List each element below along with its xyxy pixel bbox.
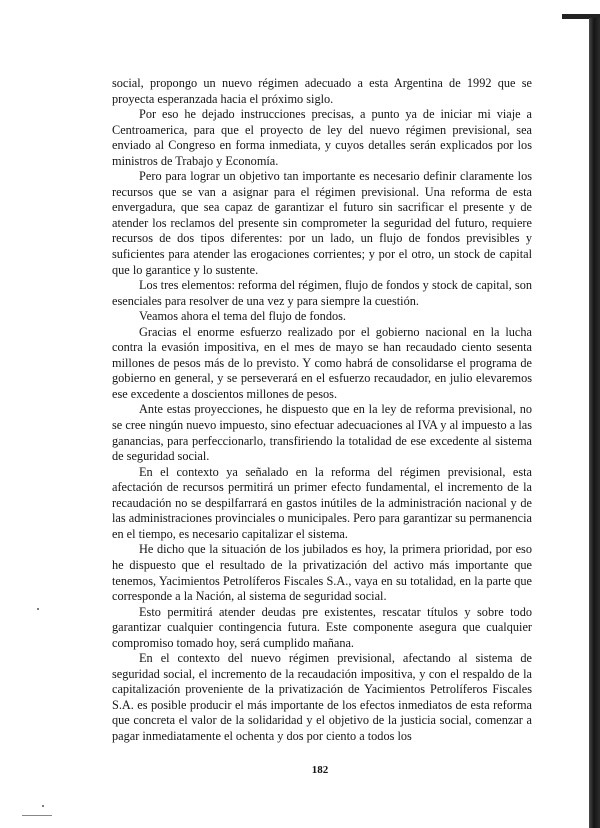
paragraph: social, propongo un nuevo régimen adecuado a esta Argentina de 1992 que se proyecta esperanzada hacia el próximo siglo. [112, 76, 532, 106]
page-edge-shadow [589, 18, 600, 828]
paragraph: Gracias el enorme esfuerzo realizado por el gobierno nacional en la lucha contra la evasión impositiva, en el mes de mayo se han recaudado ciento sesenta millones de pesos más de lo previsto. Y como habrá de consolidarse el programa de gobierno en general, y se perseverará en el esfuerzo recaudador, en julio elevaremos ese excedente a doscientos millones de pesos. [112, 324, 532, 401]
scan-edge-mark [22, 815, 52, 816]
paragraph: Los tres elementos: reforma del régimen, flujo de fondos y stock de capital, son esenciales para resolver de una vez y para siempre la cuestión. [112, 278, 532, 308]
paragraph: En el contexto del nuevo régimen previsional, afectando al sistema de seguridad social, el incremento de la recaudación impositiva, y con el respaldo de la capitalización proveniente de la privatización de Yacimientos Petrolíferos Fiscales S.A. es posible producir el más importante de los efectos inmediatos de esta reforma que concreta el valor de la solidaridad y el objetivo de la justicia social, comenzar a pagar inmediatamente el ochenta y dos por ciento a todos los [112, 651, 532, 743]
paragraph: Veamos ahora el tema del flujo de fondos. [139, 309, 346, 324]
paragraph: Esto permitirá atender deudas pre existentes, rescatar títulos y sobre todo garantizar cualquier contingencia futura. Este componente asegura que cualquier compromiso tomado hoy, será cumplido mañana. [112, 604, 532, 650]
paragraph: He dicho que la situación de los jubilados es hoy, la primera prioridad, por eso he dispuesto que el resultado de la privatización del activo más importante que tenemos, Yacimientos Petrolíferos Fiscales S.A., vaya en su totalidad, en la parte que corresponde a la Nación, al sistema de seguridad social. [112, 542, 532, 604]
page-number: 182 [311, 764, 329, 776]
paragraph: Pero para lograr un objetivo tan importante es necesario definir claramente los recursos que se van a asignar para el régimen previsional. Una reforma de esta envergadura, que sea capaz de garantizar el futuro sin sacrificar el presente y de atender los reclamos del presente sin comprometer la seguridad del futuro, requiere recursos de dos tipos diferentes: por un lado, un flujo de fondos previsibles y suficientes para atender las erogaciones corrientes; y por el otro, un stock de capital que lo garantice y lo sustente. [112, 169, 532, 277]
document-body [112, 76, 532, 745]
scan-speck [37, 608, 39, 610]
paragraph: Por eso he dejado instrucciones precisas, a punto ya de iniciar mi viaje a Centroamerica, para que el proyecto de ley del nuevo régimen previsional, sea enviado al Congreso en forma inmediata, y cuyos detalles serán explicados por los ministros de Trabajo y Economía. [112, 107, 532, 168]
scan-speck [42, 805, 44, 807]
paragraph: En el contexto ya señalado en la reforma del régimen previsional, esta afectación de recursos permitirá un primer efecto fundamental, el incremento de la recaudación no se despilfarrará en gastos inútiles de la administración nacional y de las administraciones provinciales o municipales. Pero para garantizar su permanencia en el tiempo, es necesario capitalizar el sistema. [112, 464, 532, 541]
paragraph: Ante estas proyecciones, he dispuesto que en la ley de reforma previsional, no se cree ningún nuevo impuesto, sino efectuar adecuaciones al IVA y al impuesto a las ganancias, para perfeccionarlo, transfiriendo la totalidad de ese excedente al sistema de seguridad social. [112, 402, 532, 464]
